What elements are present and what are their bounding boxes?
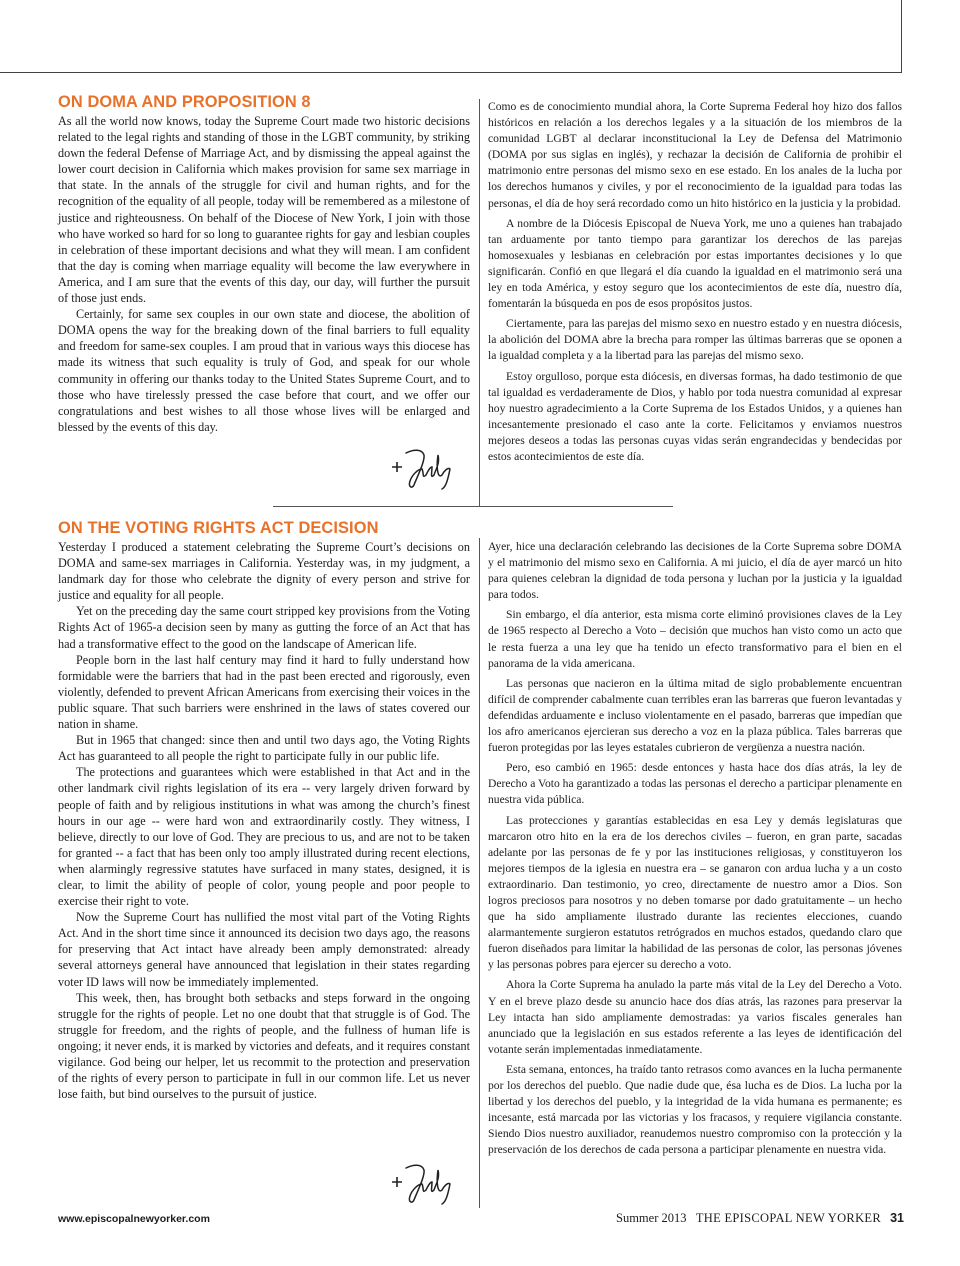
vra-section [58, 518, 900, 1208]
doma-es-paragraph: Como es de conocimiento mundial ahora, la Corte Suprema Federal hoy hizo dos fallos históricos en relación a los derechos legales y a la situación de los miembros de la comunidad LGBT al declarar inconstitucional la Ley de Defensa del Matrimonio (DOMA por sus siglas en inglés), y rechazar la decisión de California de prohibir el matrimonio entre personas del mismo sexo en ese estado. En los anales de la lucha por los derechos humanos y civiles, y por el reconocimiento de la igualdad para todas las personas, el día de hoy será recordado como un hito histórico en la justicia y la probidad. [488, 100, 902, 210]
page-footer [58, 1211, 904, 1231]
page-number: 31 [890, 1211, 904, 1225]
website-link[interactable]: www.episcopalnewyorker.com [58, 1213, 210, 1225]
vra-spanish-column [488, 539, 902, 1158]
doma-en-paragraph: As all the world now knows, today the Supreme Court made two historic decisions related to the legal rights and standing of those in the LGBT community, by striking down the federal Defense of Marriage Act, and by dismissing the appeal against the lower court decision in California which makes provision for same sex marriage in that state. In the annals of the struggle for civil and human rights, and for the recognition of the equality of all people, today will be remembered as a milestone of justice and righteousness. On behalf of the Diocese of New York, I join with those who have worked so hard for so long to guarantee rights for gay and lesbian couples in celebration of these important decisions and what they will mean. I am confident that the day is coming when marriage equality will become the law everywhere in America, and I am sure that the events of this day, our day, will further the pursuit of those just ends. [58, 114, 470, 306]
vra-es-paragraph: Pero, eso cambió en 1965: desde entonces y hasta hace dos días atrás, la ley de Derecho a Voto ha garantizado a todas las personas el derecho a participar plenamente en nuestra vida pública. [488, 761, 902, 807]
vra-column-divider [479, 538, 480, 1208]
doma-en-paragraph: Certainly, for same sex couples in our own state and diocese, the abolition of DOMA opens the way for the breaking down of the final barriers to full equality and freedom for same-sex couples. I am proud that in various ways this diocese has made its witness that such equality is truly of God, and speak for our whole community in offering our thanks today to the United States Supreme Court, and to those who have tirelessly pressed the case before that court, and we offer our congratulations and best wishes to all those whose lives will be enlarged and blessed by the events of this day. [58, 307, 470, 434]
vra-en-paragraph: The protections and guarantees which were established in that Act and in the other landmark civil rights legislation of its era -- very largely driven forward by people of faith and by religious institutions in what was among the church’s finest hours in our age -- were hard won and extraordinarily costly. They witness, I believe, directly to our love of God. They are precious to us, and are not to be taken for granted -- a fact that has been only too amply illustrated during recent elections, when alarmingly regressive statutes have surfaced in many states, designed, it is clear, to limit the ability of people of color, young people and poor people to exercise their right to vote. [58, 765, 470, 909]
issue-season: Summer 2013 [616, 1211, 687, 1225]
vra-es-paragraph: Ahora la Corte Suprema ha anulado la parte más vital de la Ley del Derecho a Voto. Y en el breve plazo desde su anuncio hace dos días atrás, las razones para preservar la Ley intacta han sido ampliamente demostradas: ya varios fiscales generales han anunciado que la legislación en sus estados referente a las leyes de identificación del votante serán implementadas inmediatamente. [488, 978, 902, 1056]
vra-title: ON THE VOTING RIGHTS ACT DECISION [58, 519, 379, 537]
header-rule [0, 72, 901, 73]
doma-es-paragraph: Estoy orgulloso, porque esta diócesis, en diversas formas, ha dado testimonio de que tal igualdad es verdaderamente de Dios, y hablo por toda nuestra comunidad al expresar hoy nuestro agradecimiento a la Corte Suprema de los Estados Unidos, y a quienes han incesantemente presionado el caso ante la corte. Felicitamos y enviamos nuestros mejores deseos a todas las personas cuyas vidas serán engrandecidas y bendecidas por estos acontecimientos de este día. [488, 369, 902, 463]
signature-vra [388, 1160, 460, 1208]
section-divider [273, 506, 673, 507]
publication-name: THE EPISCOPAL NEW YORKER [695, 1211, 881, 1225]
doma-english-column [58, 113, 470, 435]
doma-title: ON DOMA AND PROPOSITION 8 [58, 93, 311, 111]
vra-es-paragraph: Esta semana, entonces, ha traído tanto retrasos como avances en la lucha permanente por los derechos del pueblo. Que nadie dude que, ésa lucha es de Dios. La lucha por la libertad y los derechos del pueblo, y la integridad de la vida humana es permanente; es incesante, está marcada por las victorias y los fracasos, y requiere vigilancia constante. Siendo Dios nuestro auxiliador, reanudemos nuestro compromiso con la protección y la preservación de los derechos de cada persona a participar plenamente en nuestra vida. [488, 1062, 902, 1157]
vra-es-paragraph: Las protecciones y garantías establecidas en esa Ley y demás legislaturas que marcaron otro hito en la era de los derechos civiles – fueron, en gran parte, sacadas adelante por las personas de fe y por las instituciones religiosas, y constituyeron los mejores tiempos de la iglesia en nuestra era – se ganaron con ardua lucha y a un costo extraordinario. Dan testimonio, yo creo, directamente de nuestro amor a Dios. Son logros preciosos para nosotros y no deben tomarse por dado gratuitamente – un hecho que ha sido ampliamente ilustrado durante las recientes elecciones, cuando alarmantemente surgieron estatutos retrógrados en muchos estados, quedando claro que fueron diseñados para limitar la habilidad de las personas de color, las personas jóvenes y las personas pobres para ejercer su derecho a voto. [488, 813, 902, 972]
vra-en-paragraph: Yesterday I produced a statement celebrating the Supreme Court’s decisions on DOMA and same-sex marriages in California. Yesterday was, in my judgment, a landmark day for those who celebrate the dignity of every person and strive for justice and equality for all people. [58, 540, 470, 603]
vra-en-paragraph: This week, then, has brought both setbacks and steps forward in the ongoing struggle for the rights of people. Let no one doubt that that struggle is of God. The struggle for freedom, and the rights of people, and the fullness of human life is ongoing; it never ends, it is marked by victories and defeats, and it requires constant vigilance. God being our helper, let us recommit to the protection and preservation of the rights of every person to participate in full in our common life. Let us never lose faith, but bind ourselves to the pursuit of justice. [58, 990, 470, 1102]
signature-doma [388, 445, 460, 493]
doma-section [58, 92, 900, 507]
doma-column-divider [479, 99, 480, 507]
vra-english-column [58, 539, 470, 1102]
doma-es-paragraph: Ciertamente, para las parejas del mismo sexo en nuestro estado y en nuestra diócesis, la abolición del DOMA abre la brecha para romper las últimas barreras que se oponen a la igualdad completa y a la libertad para las parejas del mismo sexo. [488, 317, 902, 363]
footer-publication-info [616, 1211, 904, 1226]
doma-spanish-column [488, 99, 902, 465]
vra-es-paragraph: Sin embargo, el día anterior, esta misma corte eliminó provisiones claves de la Ley de 1965 respecto al Derecho a Voto – decisión que muchos han visto como un acto que le resta fuerza a una ley que ha tenido un efecto transformativo para el bien en el panorama de la vida americana. [488, 608, 902, 670]
vra-es-paragraph: Las personas que nacieron en la última mitad de siglo probablemente encuentran difícil de comprender cabalmente cuan terribles eran las barreras que fueron levantadas y defendidas arduamente e incluso violentamente en el pasado, barreras que impedían que los afro americanos ejercieran sus derecho a voz en la plaza pública. Tales barreras que fueron protegidas por las leyes estatales cubrieron de vergüenza a nuestra nación. [488, 676, 902, 755]
vra-en-paragraph: Yet on the preceding day the same court stripped key provisions from the Voting Rights Act of 1965-a decision seen by many as gutting the force of an Act that has had a transformative effect to the good on the landscape of American life. [58, 604, 470, 651]
vra-en-paragraph: Now the Supreme Court has nullified the most vital part of the Voting Rights Act. And in the short time since it announced its decision two days ago, the reasons for preserving that Act intact have already been amply demonstrated: already several attorneys general have announced that legislation in their states regarding voter ID laws will now be immediately implemented. [58, 910, 470, 989]
vra-en-paragraph: But in 1965 that changed: since then and until two days ago, the Voting Rights Act has guaranteed to all people the right to participate fully in our public life. [58, 733, 470, 764]
header-corner-rule [901, 0, 902, 73]
vra-en-paragraph: People born in the last half century may find it hard to fully understand how formidable were the barriers that had in the past been erected and rigorously, even violently, defended to prevent African Americans from exercising their voices in the public square. That such barriers were enshrined in the laws of states covered our nation in shame. [58, 652, 470, 732]
vra-es-paragraph: Ayer, hice una declaración celebrando las decisiones de la Corte Suprema sobre DOMA y el matrimonio del mismo sexo en California. A mi juicio, el día de ayer marcó un hito para quienes celebran la dignidad de toda persona y luchan por la justicia y la igualdad para todos. [488, 540, 902, 602]
doma-es-paragraph: A nombre de la Diócesis Episcopal de Nueva York, me uno a quienes han trabajado tan arduamente por tanto tiempo para garantizar los derechos de las parejas homosexuales y lesbianas en celebración por estas importantes decisiones y lo que significarán. Confió en que llegará el día cuando la igualdad en el matrimonio será una ley en toda América, y estoy seguro que los acontecimientos de este día, nuestro día, fomentarán la búsqueda en pos de esos propósitos justos. [488, 216, 902, 311]
